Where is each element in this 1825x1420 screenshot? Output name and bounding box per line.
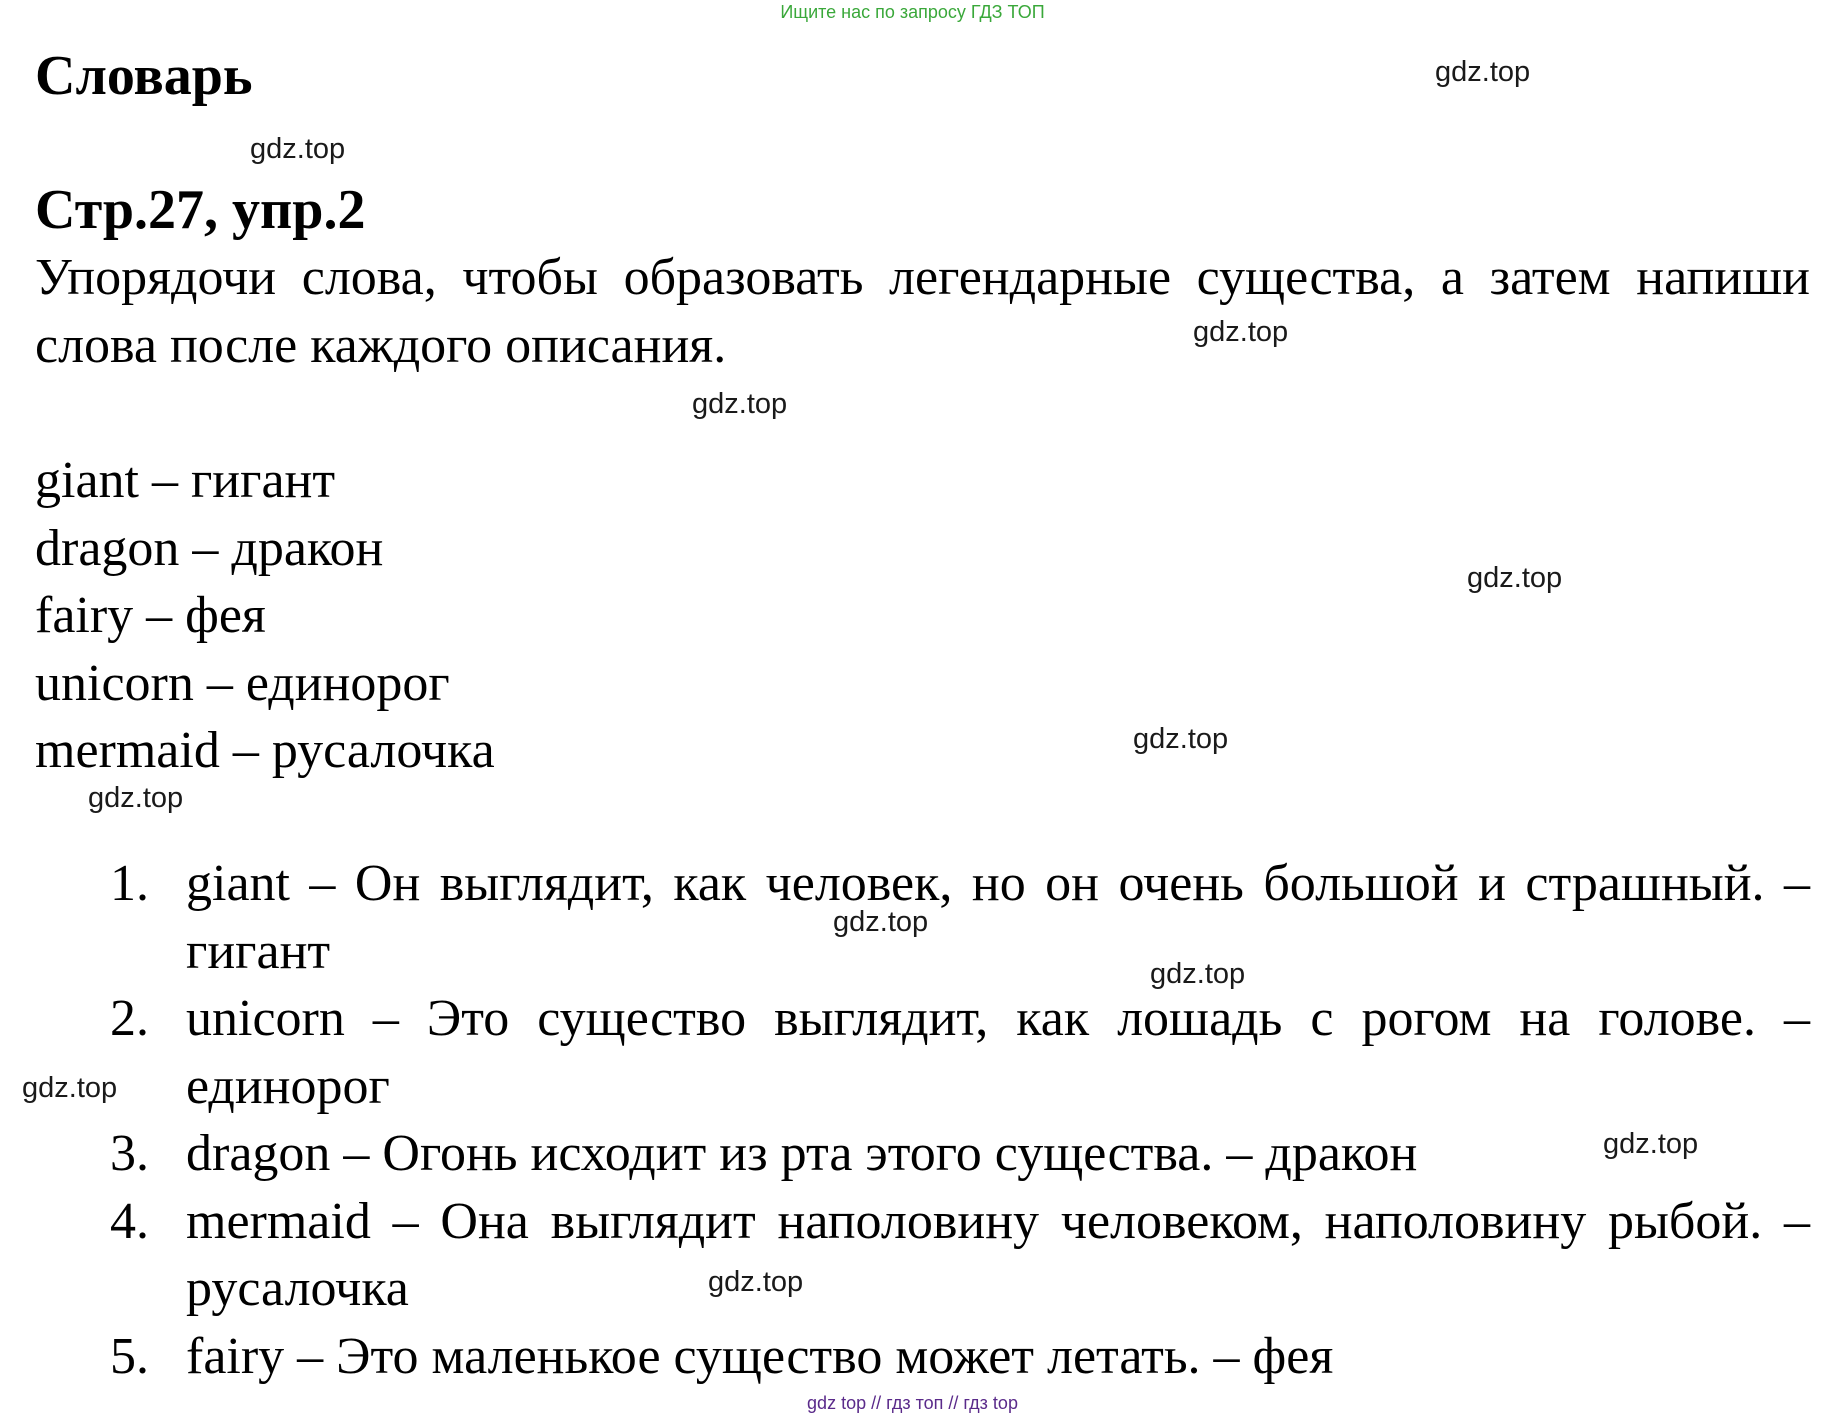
watermark: gdz.top [833, 906, 929, 938]
answer-item [110, 1323, 1810, 1391]
answer-number: 2. [110, 990, 149, 1047]
vocabulary-item: mermaid – русалочка [35, 722, 495, 779]
vocabulary-list [35, 447, 495, 785]
answer-number: 5. [110, 1327, 149, 1385]
vocabulary-item: dragon – дракон [35, 519, 384, 577]
answer-item [110, 850, 1810, 985]
answer-text: fairy – Это маленькое существо может летать. – фея [186, 1327, 1334, 1385]
section-title: Словарь [35, 45, 253, 107]
watermark: gdz.top [1603, 1128, 1699, 1160]
watermark: gdz.top [1133, 723, 1229, 755]
answer-number: 4. [110, 1192, 149, 1250]
watermark: gdz.top [692, 388, 788, 420]
top-banner: Ищите нас по запросу ГДЗ ТОП [780, 2, 1045, 22]
vocabulary-item: unicorn – единорог [35, 654, 450, 712]
watermark: gdz.top [88, 782, 184, 814]
answers-list [110, 850, 1810, 1390]
answer-text: giant – Он выглядит, как человек, но он очень большой и страшный. – гигант [186, 855, 1810, 980]
answer-item [110, 1120, 1810, 1188]
answer-number: 1. [110, 855, 149, 912]
watermark: gdz.top [1435, 56, 1531, 88]
watermark: gdz.top [250, 133, 346, 165]
answer-text: mermaid – Она выглядит наполовину человеком, наполовину рыбой. – русалочка [186, 1192, 1810, 1317]
answer-number: 3. [110, 1125, 149, 1182]
answer-item [110, 1188, 1810, 1323]
answer-item [110, 985, 1810, 1120]
watermark: gdz.top [1193, 316, 1289, 348]
answer-text: dragon – Огонь исходит из рта этого существа. – дракон [186, 1125, 1418, 1182]
watermark: gdz.top [22, 1072, 118, 1104]
vocabulary-item: fairy – фея [35, 587, 266, 644]
watermark: gdz.top [708, 1266, 804, 1298]
vocabulary-item: giant – гигант [35, 452, 336, 509]
instruction-text: Упорядочи слова, чтобы образовать легендарные существа, а затем напиши слова после каждого описания. [35, 249, 1810, 374]
watermark: gdz.top [1467, 562, 1563, 594]
watermark: gdz.top [1150, 958, 1246, 990]
exercise-title: Стр.27, упр.2 [35, 179, 366, 241]
answer-text: unicorn – Это существо выглядит, как лошадь с рогом на голове. – единорог [186, 990, 1810, 1115]
bottom-banner: gdz top // гдз топ // гдз top [807, 1393, 1018, 1413]
